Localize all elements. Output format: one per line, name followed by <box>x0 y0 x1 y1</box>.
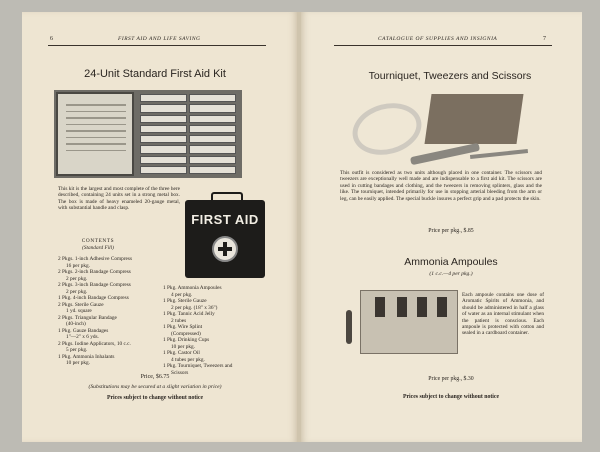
left-page-number: 6 <box>50 36 53 42</box>
right-price-notice: Prices subject to change without notice <box>402 394 500 400</box>
left-price-notice: Prices subject to change without notice <box>106 395 204 401</box>
open-kit-illustration <box>54 90 242 178</box>
substitution-note: (Substitutions may be secured at a slight variation in price) <box>88 384 222 390</box>
contents-list-right <box>163 285 267 376</box>
contents-item: 2 Pkgs. Iodine Applicators, 10 c.c. <box>58 340 131 347</box>
closed-kit-illustration <box>185 200 265 278</box>
contents-item: 2 per pkg. (18" x 36") <box>171 304 218 311</box>
contents-subheading: (Standard Fill) <box>82 245 114 251</box>
ampoule-box-illustration <box>360 290 458 354</box>
ampoule-illustration <box>346 310 352 344</box>
left-running-head: FIRST AID AND LIFE SAVING <box>118 36 201 42</box>
contents-item: 4 tubes per pkg. <box>171 356 205 363</box>
left-header-rule <box>48 45 266 46</box>
contents-item: 1"—2" x 6 yds. <box>66 334 99 340</box>
contents-item: 4 per pkg. <box>171 291 193 298</box>
contents-item: 1 Pkg. Castor Oil <box>163 350 200 356</box>
contents-item: 2 Pkgs. 3-inch Bandage Compress <box>58 282 131 288</box>
contents-item: 2 Pkgs. Triangular Bandage <box>58 314 117 321</box>
contents-item: 1 Pkg. Gauze Bandages <box>58 327 109 334</box>
contents-item: 1 yd. square <box>66 308 92 314</box>
contents-heading: CONTENTS <box>81 238 115 244</box>
contents-item: 2 Pkgs. 1-inch Adhesive Compress <box>58 256 133 262</box>
contents-item: 1 Pkg. Tourniquet, Tweezers and <box>163 363 233 369</box>
contents-item: 5 per pkg. <box>66 347 88 353</box>
contents-item: 1 Pkg. Sterile Gauze <box>163 298 207 304</box>
kit-trays <box>140 94 236 174</box>
contents-item: 2 tubes <box>171 317 187 324</box>
contents-item: 2 per pkg. <box>66 275 88 282</box>
contents-item: 2 Pkgs. Sterile Gauze <box>58 301 104 308</box>
kit-handle <box>211 192 243 204</box>
contents-item: 1 Pkg. Tannic Acid Jelly <box>163 311 215 317</box>
ampoules-price: Price per pkg., $.30 <box>428 376 474 382</box>
contents-item: 1 Pkg. Ammonia Ampoules <box>163 285 222 291</box>
contents-item: 16 per pkg. <box>66 262 90 269</box>
right-header-rule <box>334 45 552 46</box>
contents-item: 1 Pkg. Ammonia Inhalants <box>58 353 115 360</box>
tourniquet-title: Tourniquet, Tweezers and Scissors <box>368 70 532 82</box>
kit-lid <box>56 92 134 176</box>
tourniquet-price: Price per pkg., $.85 <box>428 228 474 234</box>
contents-item: 2 per pkg. <box>66 288 88 295</box>
contents-item: 2 Pkgs. 2-inch Bandage Compress <box>58 269 131 275</box>
kit-title: 24-Unit Standard First Aid Kit <box>84 68 226 80</box>
kit-price: Price, $6.75 <box>140 374 170 380</box>
kit-label: FIRST AID <box>191 212 259 227</box>
page-gutter <box>297 12 301 442</box>
contents-item: 1 Pkg. Wire Splint <box>163 324 203 330</box>
ampoules-subtitle: (1 c.c.—4 per pkg.) <box>429 271 473 277</box>
ampoules-title: Ammonia Ampoules <box>404 256 498 268</box>
tourniquet-description: This outfit is considered as two units although placed in one container. The scissors and tweezers are exceptionally well made and are indispensable to a first aid kit. The scissors are used in cutting bandages and clothing, and the tweezers in removing splinters, glass and the like. The tourniquet, intended primarily for use in stopping arterial bleeding from the arm or leg, can be easily applied. The special buckle insures a perfect grip and a pad protects the skin. <box>340 170 542 202</box>
container-illustration <box>424 94 523 144</box>
right-running-head: CATALOGUE OF SUPPLIES AND INSIGNIA <box>378 36 498 42</box>
right-page-number: 7 <box>543 36 546 42</box>
contents-item: (40-inch) <box>66 321 86 327</box>
ampoules-description: Each ampoule contains one dose of Aromatic Spirits of Ammonia, and should be administered in half a glass of water as an internal stimulant when the patient is conscious. Each ampoule is protected with cotton and sealed in a cardboard container. <box>462 292 544 337</box>
red-cross-seal-icon <box>212 236 238 262</box>
contents-list-left <box>58 256 162 367</box>
contents-item: (Compressed) <box>171 330 201 337</box>
contents-item: 1 Pkg. 4-inch Bandage Compress <box>58 295 129 301</box>
contents-item: 10 per pkg. <box>171 343 195 350</box>
contents-item: 1 Pkg. Drinking Cups <box>163 337 210 343</box>
contents-item: 10 per pkg. <box>66 360 90 366</box>
contents-item: Scissors <box>171 369 189 376</box>
kit-description: This kit is the largest and most complete of the three here described, containing 24 units set in a strong metal box. The box is made of heavy enameled 20-gauge metal, with substantial handle and clasp. <box>58 186 180 212</box>
